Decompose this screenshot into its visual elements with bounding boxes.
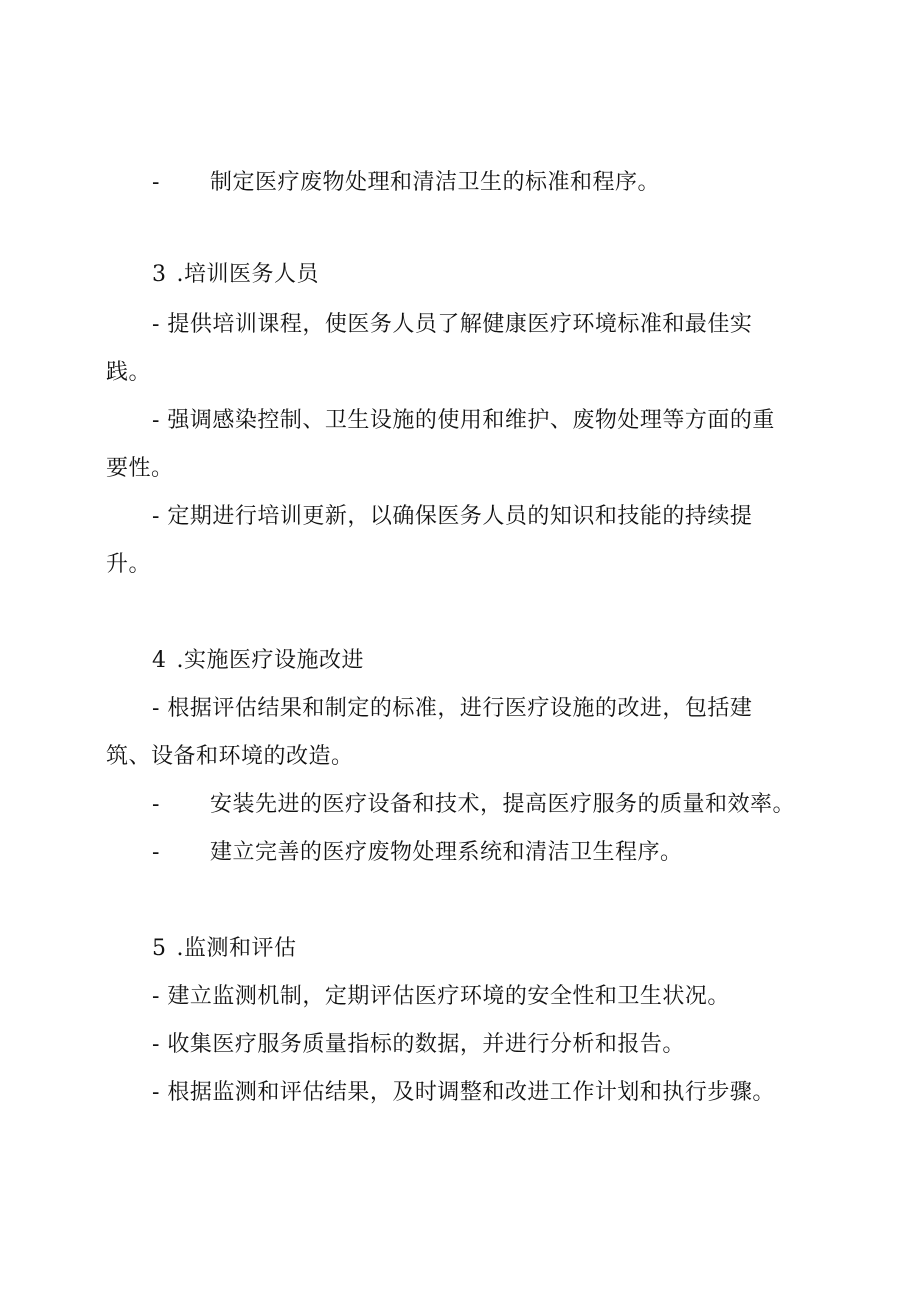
section-number: 5	[152, 936, 167, 961]
paragraph-line: - 建立监测机制，定期评估医疗环境的安全性和卫生状况。	[152, 984, 730, 1009]
bullet-line-equipment	[152, 790, 795, 820]
bullet-line-waste-standards	[152, 168, 660, 198]
section-heading-3	[152, 260, 319, 290]
section-title: .监测和评估	[176, 936, 297, 961]
paragraph-line: 升。	[106, 552, 152, 577]
paragraph-line: - 强调感染控制、卫生设施的使用和维护、废物处理等方面的重	[152, 408, 775, 433]
paragraph-line: 践。	[106, 360, 152, 385]
section-title: .培训医务人员	[176, 262, 319, 287]
bullet-text: 建立完善的医疗废物处理系统和清洁卫生程序。	[210, 840, 683, 865]
paragraph-line: - 提供培训课程，使医务人员了解健康医疗环境标准和最佳实	[152, 312, 753, 337]
bullet-dash: -	[152, 840, 160, 865]
bullet-text: 安装先进的医疗设备和技术，提高医疗服务的质量和效率。	[210, 792, 796, 817]
paragraph-line: - 根据评估结果和制定的标准，进行医疗设施的改进，包括建	[152, 696, 753, 721]
bullet-dash: -	[152, 170, 160, 195]
section-title: .实施医疗设施改进	[176, 648, 364, 673]
bullet-text: 制定医疗废物处理和清洁卫生的标准和程序。	[210, 170, 661, 195]
section-heading-4	[152, 646, 364, 676]
bullet-line-waste-system	[152, 838, 683, 868]
paragraph-line: - 根据监测和评估结果，及时调整和改进工作计划和执行步骤。	[152, 1080, 775, 1105]
paragraph-line: 筑、设备和环境的改造。	[106, 744, 354, 769]
section-number: 4	[152, 648, 167, 673]
paragraph-line: - 收集医疗服务质量指标的数据，并进行分析和报告。	[152, 1032, 685, 1057]
paragraph-line: 要性。	[106, 456, 174, 481]
bullet-dash: -	[152, 792, 160, 817]
section-number: 3	[152, 262, 167, 287]
paragraph-line: - 定期进行培训更新，以确保医务人员的知识和技能的持续提	[152, 504, 753, 529]
section-heading-5	[152, 934, 297, 964]
